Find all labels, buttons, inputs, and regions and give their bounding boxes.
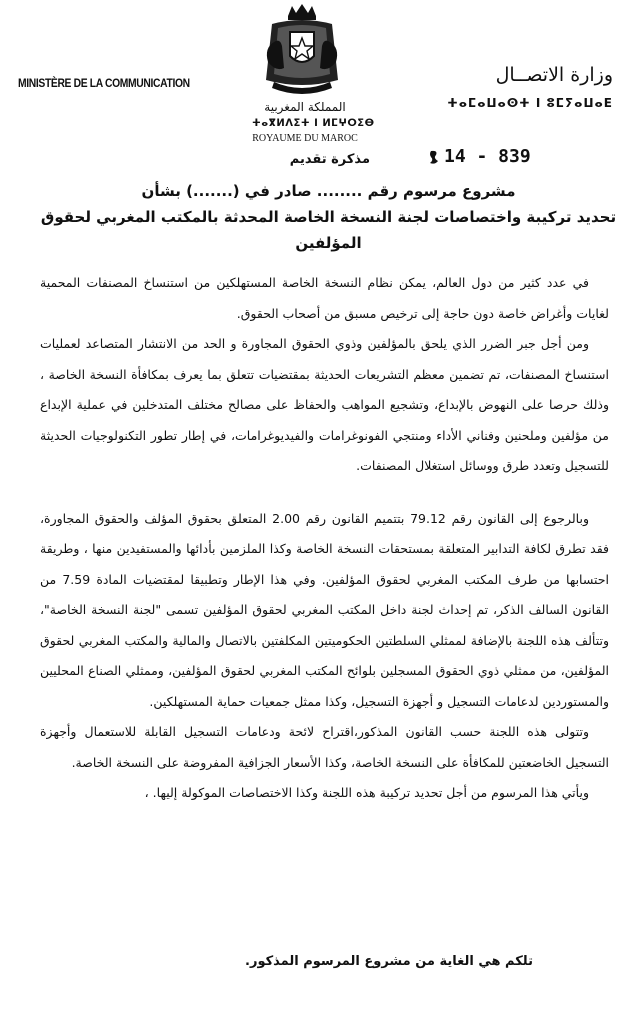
kingdom-name-tifinagh: ⵜⴰⴳⵍⴷⵉⵜ ⵏ ⵍⵎⵖⵔⵉⴱ [252,118,375,129]
royal-coat-of-arms-icon [258,2,346,98]
kingdom-name-french: ROYAUME DU MAROC [252,133,358,144]
document-title [40,178,617,256]
paragraph-2: ومن أجل جبر الضرر الذي يلحق بالمؤلفين وذوي الحقوق المجاورة و الحد من الانتشار المتصاعد لعمليات استنساخ المصنفات، تم تضمين معظم التشريعات الحديثة بمقتضيات تتعلق بما يعرف بمكافأة النسخة الخاصة ، وذلك حرصا على النهوض بالإبداع، وتشجيع المواهب والحفاظ على مصالح مختلف المتدخلين في عملية الإبداع من مؤلفين وملحنين وفناني الأداء ومنتجي الفونوغرامات والفيديوغرامات، في إطار تطور التكنولوجيات الحديثة للتسجيل وتعدد طرق ووسائل استغلال المصنفات. [40,336,609,473]
paragraph-3: وبالرجوع إلى القانون رقم 79.12 بتتميم القانون رقم 2.00 المتعلق بحقوق المؤلف والحقوق المجاورة، فقد تطرق لكافة التدابير المتعلقة بمستحقات النسخة الخاصة وكذا الملزمين بأدائها والمستفيدين منها ، وطريقة احتسابها من طرف المكتب المغربي لحقوق المؤلفين. وفي هذا الإطار وتطبيقا لمقتضيات المادة 7.59 من القانون السالف الذكر، تم إحداث لجنة داخل المكتب المغربي لحقوق المؤلفين تسمى "لجنة النسخة الخاصة"، وتتألف هذه اللجنة بالإضافة لممثلي السلطتين الحكوميتين المكلفتين بالاتصال والمالية والمكتب المغربي لحقوق المؤلفين، من ممثلي ذوي الحقوق المسجلين بلوائح المكتب المغربي لحقوق المؤلفين، وممثلي الصناع المحليين والمستوردين لدعامات التسجيل و أجهزة التسجيل، وكذا ممثل جمعيات حماية المستهلكين. [40,510,609,709]
paragraph-4: وتتولى هذه اللجنة حسب القانون المذكور،اقتراح لائحة ودعامات التسجيل القابلة للاستعمال وأجهزة التسجيل الخاضعتين للمكافأة على النسخة الخاصة، وكذا الأسعار الجزافية المفروضة على النسخة الخاصة. [40,724,609,770]
ministry-name-tifinagh: ⵜⴰⵎⴰⵡⴰⵙⵜ ⵏ ⵓⵎⵢⴰⵡⴰⴹ [447,96,613,110]
handwritten-mark-icon [428,149,441,165]
kingdom-name-arabic: المملكة المغربية [264,100,346,114]
note-label: مذكرة تقديم [289,152,370,167]
closing-statement: تلكم هي الغاية من مشروع المرسوم المذكور. [245,954,533,969]
reference-number-text: 14 - 839 [444,146,531,167]
title-line-2: تحديد تركيبة واختصاصات لجنة النسخة الخاصة المحدثة بالمكتب المغربي لحقوق المؤلفين [40,208,617,252]
title-line-1: مشروع مرسوم رقم ........ صادر في (.......) بشأن [141,182,516,200]
memo-body [40,268,609,809]
paragraph-5: ويأتي هذا المرسوم من أجل تحديد تركيبة هذه اللجنة وكذا الاختصاصات الموكولة إليها. ، [144,785,589,800]
ministry-name-arabic: وزارة الاتصــال [495,64,613,86]
paragraph-1: في عدد كثير من دول العالم، يمكن نظام النسخة الخاصة المستهلكين من استنساخ المصنفات المحمية لغايات وأغراض خاصة دون حاجة إلى ترخيص مسبق من أصحاب الحقوق. [40,275,609,321]
reference-number [428,146,531,167]
ministry-name-french: MINISTÈRE DE LA COMMUNICATION [18,76,190,90]
